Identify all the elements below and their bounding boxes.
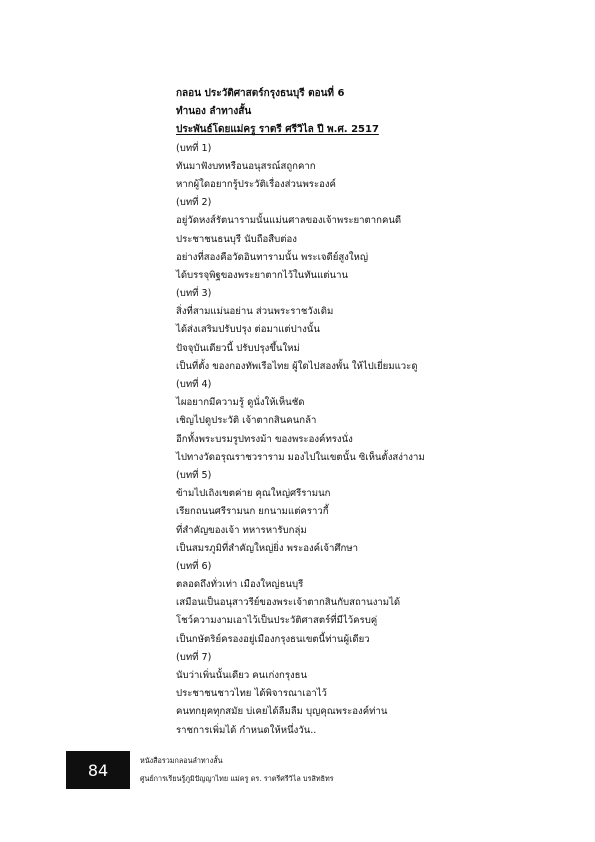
verse-label: (บทที่ 5) xyxy=(176,469,212,481)
verse-line: คนทกยุคทุกสมัย บ่เคยได้ลืมลืม บุญคุณพระองค์ท่าน xyxy=(176,706,388,718)
verse-line: สิ่งที่สามแม่นอย่าน ส่วนพระราชวังเดิม xyxy=(176,306,334,318)
verse-label: (บทที่ 1) xyxy=(176,142,212,154)
verse-line: ปัจจุบันเดียวนี้ ปรับปรุงขึ้นใหม่ xyxy=(176,342,300,354)
verse-line: เรียกถนนศรีรามนก ยกนามแต่คราวกี้ xyxy=(176,506,329,518)
verse-line: ได้บรรจุพิฐของพระยาตากไว้ในทันแต่นาน xyxy=(176,269,349,281)
verse-5 xyxy=(176,467,576,558)
verse-3 xyxy=(176,285,576,376)
verse-line: โชว์ความงามเอาไว้เป็นประวัติศาสตร์ที่มีไว้ครบคู่ xyxy=(176,615,378,627)
verse-label: (บทที่ 3) xyxy=(176,288,212,300)
verse-line: หากผู้ใดอยากรู้ประวัติเรื่องส่วนพระองค์ xyxy=(176,178,336,190)
poem-title: กลอน ประวัติศาสตร์กรุงธนบุรี ตอนที่ 6 xyxy=(176,88,345,99)
verse-line: ประชาชนชาวไทย ได้พิจารณาเอาไว้ xyxy=(176,688,327,700)
verse-line: อยู่วัดหงส์รัตนารามนั้นแม่นศาลของเจ้าพระยาตากคนดี xyxy=(176,215,402,227)
verse-line: ไปทางวัดอรุณราชวราราม มองไปในเขตนั้น ซิเห็นตั้งสง่างาม xyxy=(176,451,425,463)
verse-line: เป็นสมรภูมิที่สำคัญใหญ่ยิ่ง พระองค์เจ้าศึกษา xyxy=(176,542,358,554)
verse-line: ที่สำคัญของเจ้า ทหารหารับกลุ่ม xyxy=(176,524,307,536)
footer-text xyxy=(140,752,570,788)
verse-7 xyxy=(176,649,576,740)
verse-line: ข้ามไปเถิงเขตค่าย คุณใหญ่ศรีรามนก xyxy=(176,488,331,500)
poem-author: ประพันธ์โดยแม่ครู ราตรี ศรีวิไล ปี พ.ศ. 2517 xyxy=(176,124,379,136)
page-number: 84 xyxy=(66,751,130,789)
verse-line: เป็นกษัตริย์ครองอยู่เมืองกรุงธนเขตนี้ท่านผู้เดียว xyxy=(176,633,370,645)
footer-book-title: หนังสือรวมกลอนลำทางสั้น xyxy=(140,756,223,765)
verse-line: อย่างที่สองคือวัดอินทารามนั้น พระเจดีย์สูงใหญ่ xyxy=(176,251,369,263)
verse-line: นับว่าเพิ่นนั้นเดียว คนเก่งกรุงธน xyxy=(176,670,308,681)
poem-melody: ทำนอง ลำทางสั้น xyxy=(176,106,252,118)
verse-line: ทันมาฟังบทหรือนอนุสรณ์สถูกคาก xyxy=(176,160,316,172)
verse-label: (บทที่ 4) xyxy=(176,379,212,390)
footer-center-name: ศูนย์การเรียนรู้ภูมิปัญญาไทย แม่ครู ดร. ราตรีศรีวิไล บรสิทธิทร xyxy=(140,774,334,783)
verse-2 xyxy=(176,194,576,285)
verse-4 xyxy=(176,376,576,467)
verse-line: ตลอดถึงทั่วเท่า เมืองใหญ่ธนบุรี xyxy=(176,579,304,591)
verse-label: (บทที่ 6) xyxy=(176,560,212,572)
verse-line: ราชการเพิ่มได้ กำหนดให้หนึ่งวัน.. xyxy=(176,724,317,736)
poem-content xyxy=(176,85,576,740)
verse-label: (บทที่ 2) xyxy=(176,197,212,209)
verse-line: ได้ส่งเสริมปรับปรุง ต่อมาแต่ปางนั้น xyxy=(176,324,320,336)
verse-line: เชิญไปดูประวัติ เจ้าตากสินคนกล้า xyxy=(176,415,317,427)
verse-6 xyxy=(176,558,576,649)
verse-line: ประชาชนธนบุรี นับถือสืบต่อง xyxy=(176,233,297,245)
verse-line: เสมือนเป็นอนุสาวรีย์ของพระเจ้าตากสินกับสถานงามได้ xyxy=(176,597,401,609)
verse-line: ไผอยากมีความรู้ ดูนั่งให้เห็นชัด xyxy=(176,397,305,409)
verse-line: อีกทั้งพระบรมรูปทรงม้า ของพระองค์ทรงนั่ง xyxy=(176,433,353,445)
verse-label: (บทที่ 7) xyxy=(176,651,212,663)
verse-line: เป็นที่ตั้ง ของกองทัพเรือไทย ผู้ใดไปสองพั้น ให้ไปเยี่ยมแวะดู xyxy=(176,360,418,372)
verse-1 xyxy=(176,140,576,195)
